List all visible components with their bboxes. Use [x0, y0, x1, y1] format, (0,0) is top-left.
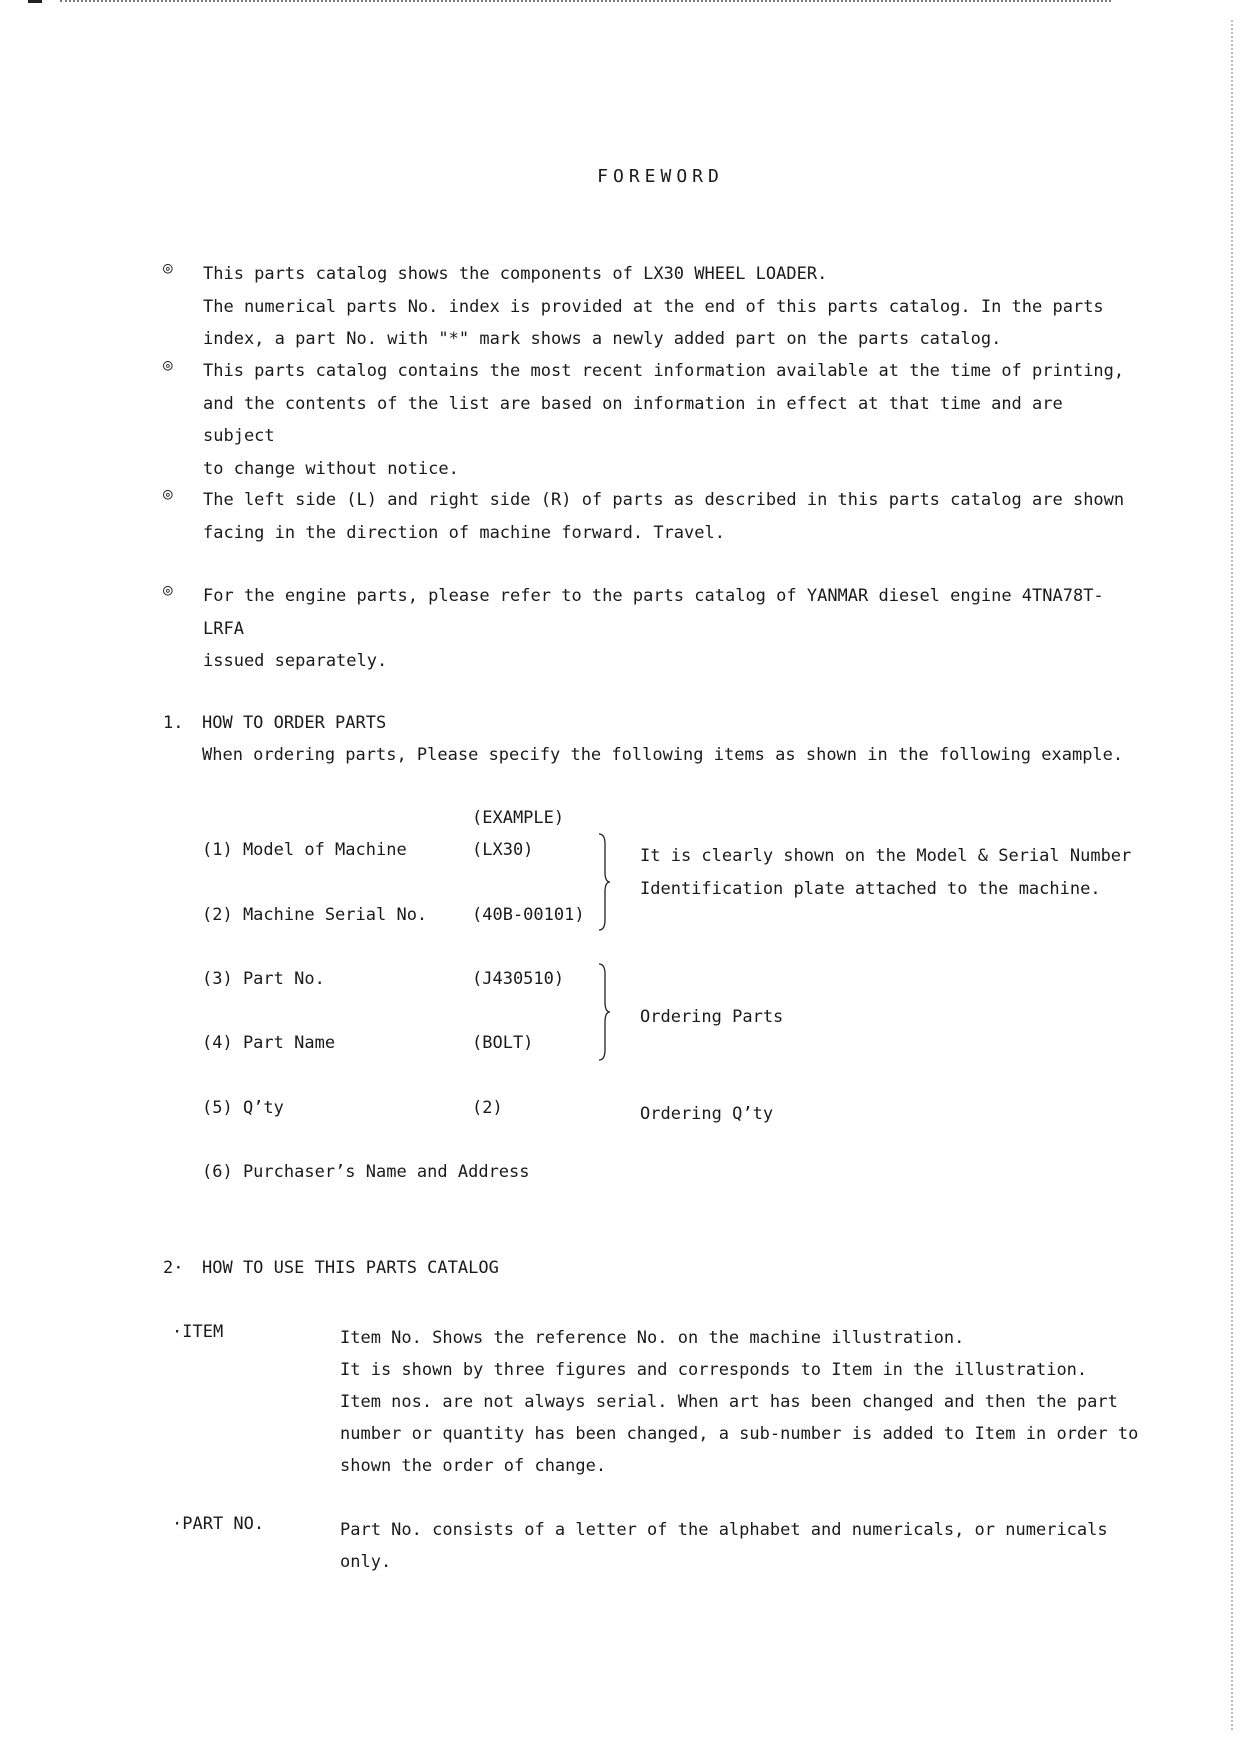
order-item-example: (BOLT) — [472, 1033, 534, 1053]
definition-term: ·ITEM — [172, 1322, 224, 1342]
section-title: HOW TO USE THIS PARTS CATALOG — [202, 1258, 499, 1278]
order-item-example: (2) — [472, 1098, 503, 1118]
order-item-example: (40B-00101) — [472, 905, 585, 925]
section-number: 1. — [163, 713, 184, 733]
paragraph-text: This parts catalog contains the most recent information available at the time of printing, and the contents of the list are based on information in effect at that time and are subject to change without notice. — [203, 361, 1125, 479]
bullet-icon: ◎ — [163, 484, 173, 503]
order-item-label: (6) Purchaser’s Name and Address — [202, 1162, 530, 1182]
order-item-label: (2) Machine Serial No. — [202, 905, 428, 925]
identification-note: It is clearly shown on the Model & Serial Number Identification plate attached to the machine. — [640, 846, 1132, 899]
order-item-label: (3) Part No. — [202, 969, 325, 989]
order-item-label: (4) Part Name — [202, 1033, 336, 1053]
ordering-parts-note: Ordering Parts — [640, 1007, 784, 1027]
paragraph-text: This parts catalog shows the components of LX30 WHEEL LOADER. The numerical parts No. index is provided at the end of this parts catalog. In the parts index, a part No. with "*" mark shows a newly added part on the parts catalog. — [203, 264, 1104, 349]
bullet-icon: ◎ — [163, 580, 173, 599]
definition-text: Item No. Shows the reference No. on the machine illustration. It is shown by three figures and corresponds to Item in the illustration. Item nos. are not always serial. When art has been changed and then the part number or quantity has been changed, a sub-number is added to Item in order to shown the order of change. — [340, 1328, 1139, 1476]
scan-top-edge — [60, 0, 1111, 4]
section-description: When ordering parts, Please specify the following items as shown in the following example. — [202, 745, 1124, 765]
bullet-icon: ◎ — [163, 258, 173, 277]
bullet-icon: ◎ — [163, 355, 173, 374]
right-brace-icon — [598, 832, 612, 932]
example-header: (EXAMPLE) — [472, 808, 565, 828]
right-brace-icon — [598, 962, 612, 1062]
section-title: HOW TO ORDER PARTS — [202, 713, 387, 733]
ordering-qty-note: Ordering Q’ty — [640, 1104, 774, 1124]
scan-edge-mark — [28, 0, 42, 3]
paragraph-text: For the engine parts, please refer to the parts catalog of YANMAR diesel engine 4TNA78T-LRFA issued separately. — [203, 586, 1104, 671]
page-title: FOREWORD — [597, 166, 724, 187]
order-item-label: (1) Model of Machine — [202, 840, 407, 860]
definition-text: Part No. consists of a letter of the alphabet and numericals, or numericals only. — [340, 1520, 1108, 1572]
order-item-example: (J430510) — [472, 969, 565, 989]
order-item-example: (LX30) — [472, 840, 534, 860]
section-number: 2· — [163, 1258, 184, 1278]
definition-term: ·PART NO. — [172, 1514, 265, 1534]
paragraph-text: The left side (L) and right side (R) of parts as described in this parts catalog are shown facing in the direction of machine forward. Travel. — [203, 490, 1125, 543]
scan-right-edge — [1229, 20, 1233, 1730]
order-item-label: (5) Q’ty — [202, 1098, 284, 1118]
